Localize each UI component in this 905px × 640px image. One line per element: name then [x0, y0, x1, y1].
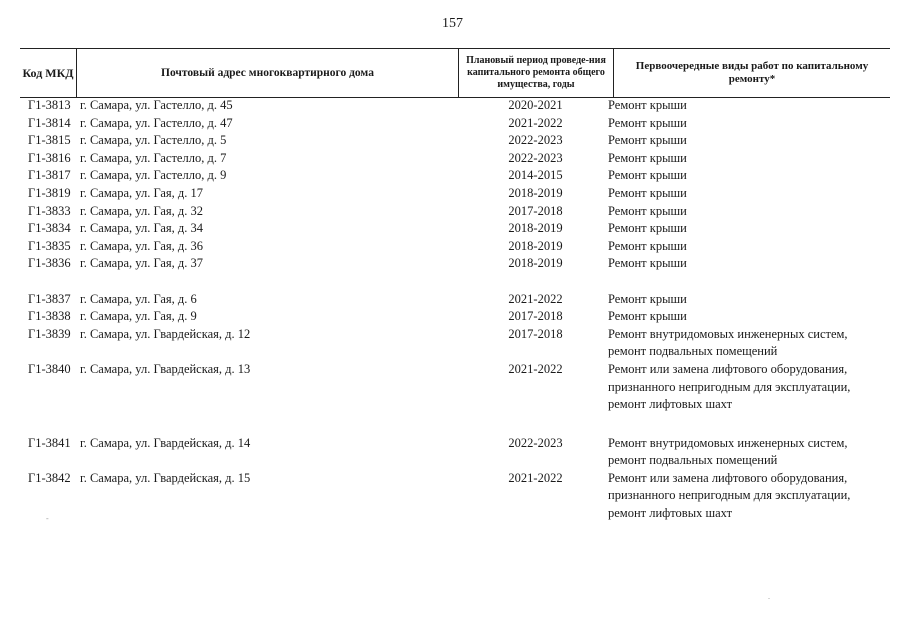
table-row [20, 150, 890, 168]
row-address: г. Самара, ул. Гастелло, д. 45 [80, 98, 233, 112]
row-works-line: ремонт подвальных помещений [608, 344, 778, 359]
row-code: Г1-3836 [28, 256, 71, 271]
row-period: 2018-2019 [508, 185, 563, 200]
header-period: Плановый период проведе-ния капитального ремонта общего имущества, годы [458, 49, 613, 97]
row-address: г. Самара, ул. Гвардейская, д. 15 [80, 470, 251, 485]
row-period: 2021-2022 [508, 291, 563, 306]
row-code: Г1-3837 [28, 291, 71, 306]
row-code: Г1-3817 [28, 168, 71, 183]
row-works-line: Ремонт крыши [608, 256, 687, 271]
row-code: Г1-3815 [28, 133, 71, 148]
row-code: Г1-3814 [28, 115, 71, 130]
table-row [20, 203, 890, 221]
header-address: Почтовый адрес многоквартирного дома [76, 49, 458, 97]
row-works [608, 291, 890, 309]
table-row [20, 308, 890, 326]
row-works-line: Ремонт крыши [608, 168, 687, 183]
table-row [20, 238, 890, 256]
row-address: г. Самара, ул. Гая, д. 9 [80, 309, 197, 324]
row-works [608, 132, 890, 150]
table-header [20, 48, 890, 98]
row-works-line: Ремонт или замена лифтового оборудования, [608, 470, 848, 485]
row-works-line: Ремонт крыши [608, 238, 687, 253]
row-code: Г1-3842 [28, 470, 71, 485]
header-works: Первоочередные виды работ по капитальному ремонту* [613, 49, 890, 97]
table-row [20, 220, 890, 238]
row-period: 2021-2022 [508, 361, 563, 376]
row-works-line: Ремонт крыши [608, 133, 687, 148]
row-works [608, 470, 890, 523]
row-works-line: Ремонт крыши [608, 291, 687, 306]
row-period: 2017-2018 [508, 309, 563, 324]
page-number: 157 [442, 16, 463, 31]
table-row [20, 167, 890, 185]
row-works-line: Ремонт крыши [608, 185, 687, 200]
row-works-line: Ремонт крыши [608, 98, 687, 112]
row-code: Г1-3839 [28, 326, 71, 341]
table-row [20, 470, 890, 523]
table-row [20, 115, 890, 133]
row-address: г. Самара, ул. Гвардейская, д. 12 [80, 326, 251, 341]
table-row [20, 291, 890, 309]
row-period: 2017-2018 [508, 203, 563, 218]
row-works-line: Ремонт внутридомовых инженерных систем, [608, 435, 848, 450]
row-address: г. Самара, ул. Гастелло, д. 7 [80, 150, 227, 165]
row-works-line: ремонт лифтовых шахт [608, 506, 733, 521]
row-period: 2020-2021 [508, 98, 563, 112]
row-period: 2022-2023 [508, 435, 563, 450]
row-code: Г1-3838 [28, 309, 71, 324]
row-period: 2018-2019 [508, 256, 563, 271]
row-works [608, 203, 890, 221]
table-row [20, 326, 890, 361]
row-works-line: ремонт подвальных помещений [608, 453, 778, 468]
row-works-line: Ремонт крыши [608, 309, 687, 324]
row-code: Г1-3841 [28, 435, 71, 450]
row-code: Г1-3834 [28, 221, 71, 236]
row-works-line: признанного непригодным для эксплуатации, [608, 488, 851, 503]
row-address: г. Самара, ул. Гастелло, д. 9 [80, 168, 227, 183]
table-row [20, 435, 890, 470]
row-address: г. Самара, ул. Гая, д. 17 [80, 185, 204, 200]
row-code: Г1-3819 [28, 185, 71, 200]
row-address: г. Самара, ул. Гастелло, д. 47 [80, 115, 233, 130]
row-period: 2021-2022 [508, 470, 563, 485]
table-row [20, 185, 890, 203]
scan-speck: . [768, 592, 770, 601]
row-works-line: Ремонт или замена лифтового оборудования, [608, 361, 848, 376]
row-works [608, 150, 890, 168]
row-works [608, 97, 890, 115]
table-body [20, 97, 890, 523]
row-code: Г1-3816 [28, 150, 71, 165]
row-address: г. Самара, ул. Гвардейская, д. 13 [80, 361, 251, 376]
row-period: 2018-2019 [508, 221, 563, 236]
row-works-line: ремонт лифтовых шахт [608, 397, 733, 412]
header-code: Код МКД [22, 65, 74, 80]
row-works-line: Ремонт внутридомовых инженерных систем, [608, 326, 848, 341]
row-period: 2017-2018 [508, 326, 563, 341]
row-works [608, 255, 890, 273]
row-works [608, 185, 890, 203]
row-works [608, 361, 890, 414]
table-row [20, 361, 890, 414]
row-works [608, 115, 890, 133]
row-works [608, 435, 890, 470]
row-address: г. Самара, ул. Гастелло, д. 5 [80, 133, 227, 148]
row-period: 2022-2023 [508, 133, 563, 148]
row-works [608, 326, 890, 361]
row-works-line: Ремонт крыши [608, 150, 687, 165]
row-code: Г1-3813 [28, 98, 71, 112]
row-code: Г1-3840 [28, 361, 71, 376]
scan-speck: - [46, 514, 49, 523]
row-works-line: признанного непригодным для эксплуатации, [608, 379, 851, 394]
row-works [608, 220, 890, 238]
row-period: 2021-2022 [508, 115, 563, 130]
row-address: г. Самара, ул. Гая, д. 6 [80, 291, 197, 306]
row-works-line: Ремонт крыши [608, 221, 687, 236]
row-address: г. Самара, ул. Гая, д. 34 [80, 221, 204, 236]
row-works [608, 167, 890, 185]
row-period: 2018-2019 [508, 238, 563, 253]
row-works-line: Ремонт крыши [608, 115, 687, 130]
row-code: Г1-3833 [28, 203, 71, 218]
row-period: 2022-2023 [508, 150, 563, 165]
row-works [608, 308, 890, 326]
table-row [20, 132, 890, 150]
row-address: г. Самара, ул. Гая, д. 36 [80, 238, 204, 253]
row-works [608, 238, 890, 256]
row-period: 2014-2015 [508, 168, 563, 183]
row-address: г. Самара, ул. Гвардейская, д. 14 [80, 435, 251, 450]
row-address: г. Самара, ул. Гая, д. 32 [80, 203, 204, 218]
row-code: Г1-3835 [28, 238, 71, 253]
table-row [20, 255, 890, 273]
row-address: г. Самара, ул. Гая, д. 37 [80, 256, 204, 271]
table-row [20, 97, 890, 115]
row-works-line: Ремонт крыши [608, 203, 687, 218]
